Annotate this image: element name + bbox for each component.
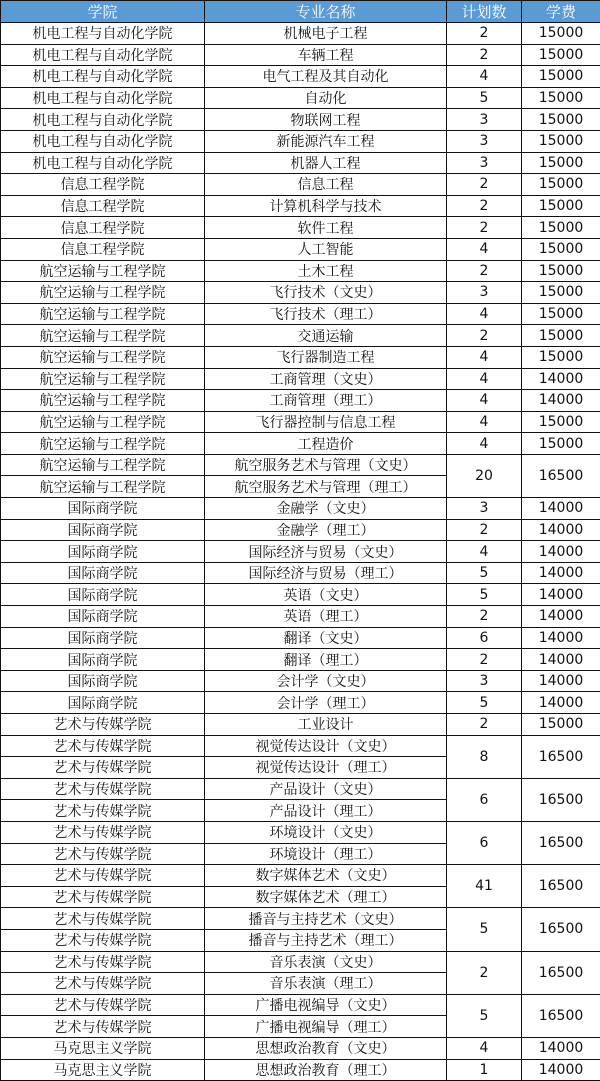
- header-plan: 计划数: [447, 1, 522, 23]
- cell-major: 电气工程及其自动化: [205, 66, 447, 88]
- table-row: [1, 692, 600, 714]
- table-row: [1, 821, 600, 843]
- cell-fee: 14000: [522, 519, 600, 541]
- cell-major: 新能源汽车工程: [205, 130, 447, 152]
- cell-plan: 4: [447, 541, 522, 563]
- cell-fee: 15000: [522, 433, 600, 455]
- cell-plan: 4: [447, 368, 522, 390]
- table-row: [1, 390, 600, 412]
- cell-college: 国际商学院: [1, 692, 205, 714]
- cell-plan: 5: [447, 87, 522, 109]
- cell-plan: 2: [447, 606, 522, 628]
- table-row: [1, 606, 600, 628]
- cell-plan: 2: [447, 260, 522, 282]
- cell-college: 艺术与传媒学院: [1, 865, 205, 887]
- cell-major: 产品设计（理工）: [205, 800, 447, 822]
- cell-fee: 15000: [522, 66, 600, 88]
- cell-fee: 14000: [522, 368, 600, 390]
- cell-major: 广播电视编导（文史）: [205, 994, 447, 1016]
- header-fee: 学费: [522, 1, 600, 23]
- cell-college: 艺术与传媒学院: [1, 714, 205, 736]
- cell-college: 艺术与传媒学院: [1, 886, 205, 908]
- cell-college: 艺术与传媒学院: [1, 735, 205, 757]
- table-row: [1, 109, 600, 131]
- cell-major: 广播电视编导（理工）: [205, 1016, 447, 1038]
- cell-college: 航空运输与工程学院: [1, 260, 205, 282]
- cell-college: 马克思主义学院: [1, 1037, 205, 1059]
- cell-college: 艺术与传媒学院: [1, 843, 205, 865]
- cell-major: 会计学（理工）: [205, 692, 447, 714]
- table-row: [1, 368, 600, 390]
- table-row: [1, 1037, 600, 1059]
- cell-plan: 4: [447, 390, 522, 412]
- cell-plan: 3: [447, 109, 522, 131]
- cell-plan: 2: [447, 325, 522, 347]
- cell-plan: 4: [447, 1037, 522, 1059]
- cell-college: 国际商学院: [1, 541, 205, 563]
- cell-plan: 2: [447, 951, 522, 994]
- cell-major: 机械电子工程: [205, 23, 447, 45]
- cell-major: 工程造价: [205, 433, 447, 455]
- cell-fee: 16500: [522, 778, 600, 821]
- cell-major: 翻译（文史）: [205, 627, 447, 649]
- cell-fee: 16500: [522, 454, 600, 497]
- cell-college: 信息工程学院: [1, 174, 205, 196]
- table-row: [1, 670, 600, 692]
- table-row: [1, 778, 600, 800]
- table-row: [1, 325, 600, 347]
- cell-fee: 14000: [522, 627, 600, 649]
- cell-college: 艺术与传媒学院: [1, 821, 205, 843]
- cell-plan: 3: [447, 152, 522, 174]
- cell-fee: 14000: [522, 606, 600, 628]
- cell-college: 艺术与传媒学院: [1, 1016, 205, 1038]
- cell-college: 艺术与传媒学院: [1, 951, 205, 973]
- cell-college: 信息工程学院: [1, 195, 205, 217]
- table-row: [1, 303, 600, 325]
- cell-college: 艺术与传媒学院: [1, 973, 205, 995]
- cell-college: 机电工程与自动化学院: [1, 130, 205, 152]
- cell-major: 视觉传达设计（文史）: [205, 735, 447, 757]
- table-row: [1, 238, 600, 260]
- cell-major: 英语（理工）: [205, 606, 447, 628]
- cell-college: 国际商学院: [1, 606, 205, 628]
- table-row: [1, 174, 600, 196]
- cell-fee: 14000: [522, 1037, 600, 1059]
- cell-fee: 15000: [522, 130, 600, 152]
- cell-major: 数字媒体艺术（文史）: [205, 865, 447, 887]
- cell-college: 国际商学院: [1, 584, 205, 606]
- cell-college: 艺术与传媒学院: [1, 800, 205, 822]
- cell-fee: 15000: [522, 87, 600, 109]
- cell-fee: 15000: [522, 152, 600, 174]
- cell-plan: 1: [447, 1059, 522, 1081]
- cell-major: 思想政治教育（文史）: [205, 1037, 447, 1059]
- cell-college: 机电工程与自动化学院: [1, 109, 205, 131]
- table-row: [1, 411, 600, 433]
- cell-major: 音乐表演（文史）: [205, 951, 447, 973]
- table-row: [1, 951, 600, 973]
- cell-plan: 5: [447, 584, 522, 606]
- cell-fee: 15000: [522, 217, 600, 239]
- table-row: [1, 584, 600, 606]
- cell-fee: 14000: [522, 562, 600, 584]
- cell-major: 航空服务艺术与管理（文史）: [205, 454, 447, 476]
- cell-college: 航空运输与工程学院: [1, 325, 205, 347]
- table-row: [1, 994, 600, 1016]
- cell-college: 航空运输与工程学院: [1, 476, 205, 498]
- cell-major: 飞行技术（理工）: [205, 303, 447, 325]
- cell-college: 机电工程与自动化学院: [1, 152, 205, 174]
- table-row: [1, 498, 600, 520]
- cell-major: 工商管理（文史）: [205, 368, 447, 390]
- cell-fee: 16500: [522, 821, 600, 864]
- cell-major: 视觉传达设计（理工）: [205, 757, 447, 779]
- cell-major: 金融学（理工）: [205, 519, 447, 541]
- cell-fee: 16500: [522, 735, 600, 778]
- cell-fee: 14000: [522, 390, 600, 412]
- cell-college: 艺术与传媒学院: [1, 929, 205, 951]
- cell-fee: 15000: [522, 346, 600, 368]
- cell-college: 航空运输与工程学院: [1, 368, 205, 390]
- table-row: [1, 152, 600, 174]
- cell-plan: 2: [447, 23, 522, 45]
- cell-major: 播音与主持艺术（理工）: [205, 929, 447, 951]
- cell-fee: 14000: [522, 692, 600, 714]
- table-row: [1, 44, 600, 66]
- cell-major: 翻译（理工）: [205, 649, 447, 671]
- cell-plan: 6: [447, 627, 522, 649]
- cell-major: 环境设计（理工）: [205, 843, 447, 865]
- cell-major: 信息工程: [205, 174, 447, 196]
- cell-plan: 4: [447, 303, 522, 325]
- cell-college: 国际商学院: [1, 670, 205, 692]
- cell-major: 交通运输: [205, 325, 447, 347]
- cell-major: 环境设计（文史）: [205, 821, 447, 843]
- cell-major: 自动化: [205, 87, 447, 109]
- table-row: [1, 454, 600, 476]
- cell-college: 机电工程与自动化学院: [1, 66, 205, 88]
- table-row: [1, 562, 600, 584]
- cell-fee: 16500: [522, 951, 600, 994]
- table-row: [1, 1059, 600, 1081]
- cell-fee: 15000: [522, 238, 600, 260]
- cell-fee: 16500: [522, 908, 600, 951]
- cell-college: 艺术与传媒学院: [1, 994, 205, 1016]
- cell-college: 国际商学院: [1, 627, 205, 649]
- cell-fee: 15000: [522, 23, 600, 45]
- table-row: [1, 865, 600, 887]
- cell-plan: 6: [447, 778, 522, 821]
- cell-plan: 4: [447, 238, 522, 260]
- cell-college: 航空运输与工程学院: [1, 454, 205, 476]
- cell-plan: 5: [447, 994, 522, 1037]
- table-row: [1, 195, 600, 217]
- table-row: [1, 217, 600, 239]
- table-row: [1, 627, 600, 649]
- table-row: [1, 87, 600, 109]
- cell-major: 物联网工程: [205, 109, 447, 131]
- cell-fee: 15000: [522, 109, 600, 131]
- cell-plan: 2: [447, 649, 522, 671]
- cell-fee: 14000: [522, 498, 600, 520]
- cell-fee: 15000: [522, 325, 600, 347]
- cell-college: 航空运输与工程学院: [1, 303, 205, 325]
- table-row: [1, 130, 600, 152]
- cell-major: 国际经济与贸易（理工）: [205, 562, 447, 584]
- cell-college: 航空运输与工程学院: [1, 346, 205, 368]
- cell-major: 飞行器制造工程: [205, 346, 447, 368]
- cell-plan: 4: [447, 346, 522, 368]
- cell-college: 艺术与传媒学院: [1, 778, 205, 800]
- table-row: [1, 282, 600, 304]
- cell-college: 国际商学院: [1, 498, 205, 520]
- cell-college: 信息工程学院: [1, 217, 205, 239]
- cell-college: 航空运输与工程学院: [1, 390, 205, 412]
- cell-plan: 4: [447, 433, 522, 455]
- cell-major: 飞行器控制与信息工程: [205, 411, 447, 433]
- cell-major: 播音与主持艺术（文史）: [205, 908, 447, 930]
- table-row: [1, 346, 600, 368]
- cell-college: 航空运输与工程学院: [1, 282, 205, 304]
- cell-plan: 8: [447, 735, 522, 778]
- cell-fee: 14000: [522, 1059, 600, 1081]
- cell-plan: 3: [447, 670, 522, 692]
- cell-major: 数字媒体艺术（理工）: [205, 886, 447, 908]
- cell-major: 工商管理（理工）: [205, 390, 447, 412]
- cell-college: 航空运输与工程学院: [1, 411, 205, 433]
- cell-plan: 2: [447, 217, 522, 239]
- cell-plan: 5: [447, 692, 522, 714]
- cell-fee: 15000: [522, 282, 600, 304]
- cell-plan: 2: [447, 195, 522, 217]
- cell-fee: 15000: [522, 195, 600, 217]
- cell-fee: 15000: [522, 714, 600, 736]
- cell-major: 金融学（文史）: [205, 498, 447, 520]
- cell-college: 国际商学院: [1, 562, 205, 584]
- cell-plan: 6: [447, 821, 522, 864]
- header-row: [1, 1, 600, 23]
- cell-major: 人工智能: [205, 238, 447, 260]
- cell-plan: 2: [447, 714, 522, 736]
- cell-major: 计算机科学与技术: [205, 195, 447, 217]
- cell-college: 航空运输与工程学院: [1, 433, 205, 455]
- table-row: [1, 908, 600, 930]
- cell-college: 马克思主义学院: [1, 1059, 205, 1081]
- table-row: [1, 541, 600, 563]
- header-major: 专业名称: [205, 1, 447, 23]
- table-row: [1, 433, 600, 455]
- cell-plan: 2: [447, 519, 522, 541]
- cell-fee: 14000: [522, 649, 600, 671]
- header-college: 学院: [1, 1, 205, 23]
- cell-plan: 5: [447, 908, 522, 951]
- cell-major: 会计学（文史）: [205, 670, 447, 692]
- cell-fee: 16500: [522, 865, 600, 908]
- cell-major: 国际经济与贸易（文史）: [205, 541, 447, 563]
- cell-fee: 15000: [522, 303, 600, 325]
- cell-plan: 41: [447, 865, 522, 908]
- cell-plan: 2: [447, 174, 522, 196]
- cell-plan: 5: [447, 562, 522, 584]
- cell-fee: 15000: [522, 411, 600, 433]
- cell-college: 机电工程与自动化学院: [1, 87, 205, 109]
- cell-fee: 16500: [522, 994, 600, 1037]
- cell-college: 国际商学院: [1, 519, 205, 541]
- cell-plan: 3: [447, 130, 522, 152]
- cell-major: 英语（文史）: [205, 584, 447, 606]
- table-row: [1, 714, 600, 736]
- cell-college: 机电工程与自动化学院: [1, 23, 205, 45]
- cell-major: 机器人工程: [205, 152, 447, 174]
- table-row: [1, 735, 600, 757]
- cell-college: 机电工程与自动化学院: [1, 44, 205, 66]
- cell-fee: 14000: [522, 541, 600, 563]
- cell-plan: 4: [447, 411, 522, 433]
- table-row: [1, 260, 600, 282]
- cell-fee: 15000: [522, 174, 600, 196]
- cell-major: 产品设计（文史）: [205, 778, 447, 800]
- cell-major: 软件工程: [205, 217, 447, 239]
- cell-fee: 14000: [522, 584, 600, 606]
- cell-college: 艺术与传媒学院: [1, 757, 205, 779]
- table-row: [1, 23, 600, 45]
- cell-plan: 4: [447, 66, 522, 88]
- cell-major: 飞行技术（文史）: [205, 282, 447, 304]
- cell-college: 国际商学院: [1, 649, 205, 671]
- table-row: [1, 519, 600, 541]
- cell-plan: 20: [447, 454, 522, 497]
- cell-major: 音乐表演（理工）: [205, 973, 447, 995]
- cell-college: 艺术与传媒学院: [1, 908, 205, 930]
- cell-major: 土木工程: [205, 260, 447, 282]
- cell-plan: 2: [447, 44, 522, 66]
- cell-fee: 14000: [522, 670, 600, 692]
- cell-plan: 3: [447, 282, 522, 304]
- table-row: [1, 66, 600, 88]
- cell-major: 航空服务艺术与管理（理工）: [205, 476, 447, 498]
- cell-college: 信息工程学院: [1, 238, 205, 260]
- cell-plan: 3: [447, 498, 522, 520]
- cell-fee: 15000: [522, 44, 600, 66]
- cell-major: 思想政治教育（理工）: [205, 1059, 447, 1081]
- table-row: [1, 649, 600, 671]
- cell-major: 工业设计: [205, 714, 447, 736]
- table-body: [1, 23, 600, 1081]
- table-header: [1, 1, 600, 23]
- cell-fee: 15000: [522, 260, 600, 282]
- cell-major: 车辆工程: [205, 44, 447, 66]
